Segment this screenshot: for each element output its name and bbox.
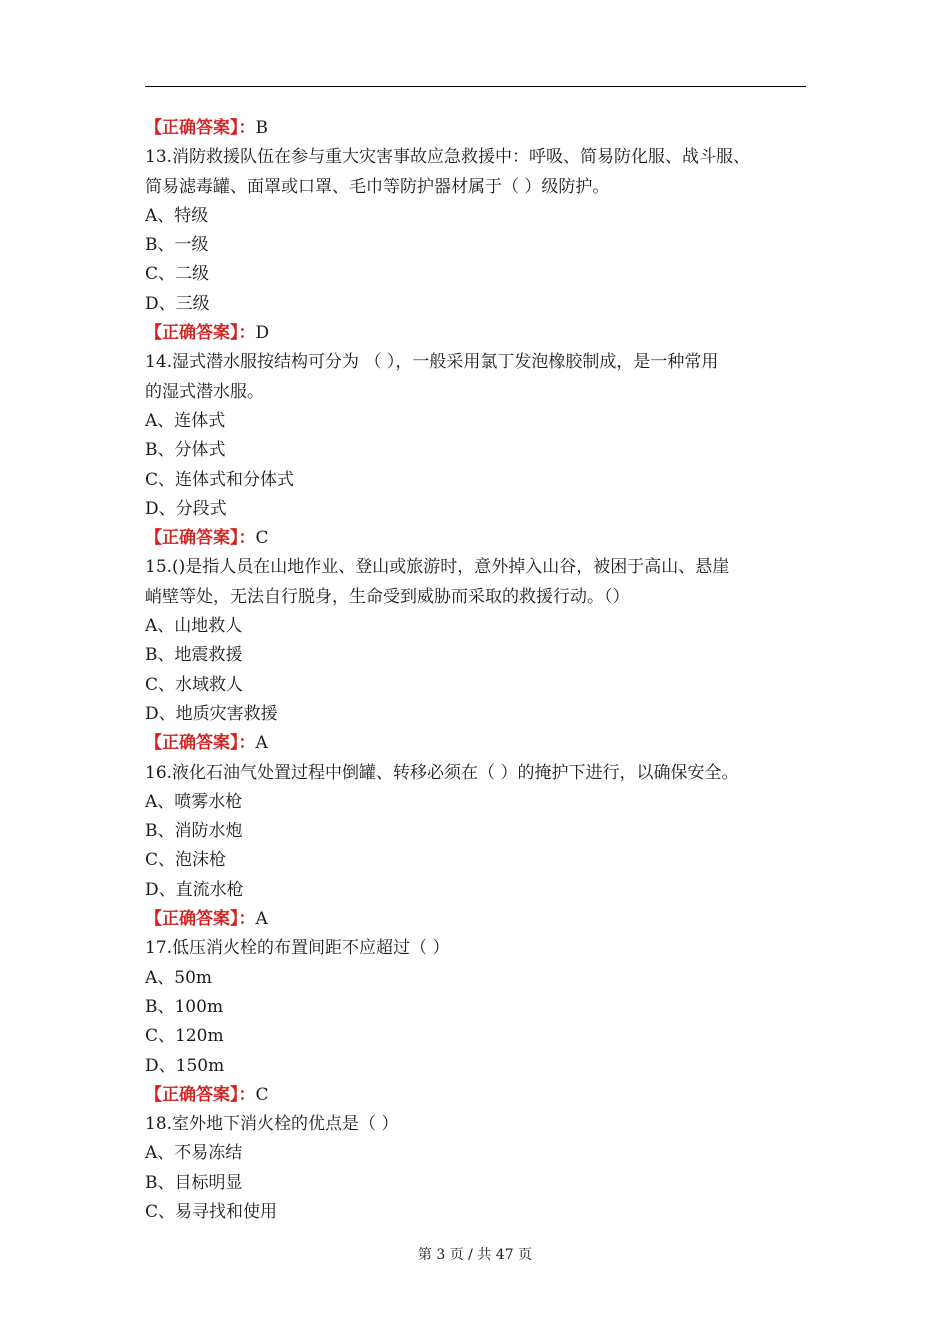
option-line: A、连体式	[145, 410, 226, 431]
option-line: A、不易冻结	[145, 1143, 243, 1164]
answer-label: 【正确答案】：	[145, 118, 256, 138]
question-text-line: 17.低压消火栓的布置间距不应超过（ ）	[145, 938, 450, 959]
option-line: A、喷雾水枪	[145, 791, 243, 812]
header-rule	[145, 86, 806, 87]
answer-label: 【正确答案】：	[145, 528, 256, 549]
answer-value: D	[255, 323, 270, 344]
question-text-line: 18.室外地下消火栓的优点是（ ）	[145, 1114, 399, 1135]
document-body	[145, 114, 817, 1227]
answer-label: 【正确答案】：	[145, 733, 256, 754]
correct-answer-line	[145, 319, 817, 348]
option-line: C、泡沫枪	[145, 850, 227, 871]
answer-value: B	[255, 118, 268, 138]
answer-value: A	[255, 909, 268, 930]
option-line: D、三级	[145, 293, 210, 314]
question-text-line: 15.()是指人员在山地作业、登山或旅游时，意外掉入山谷，被困于高山、悬崖	[145, 557, 730, 578]
option-line: D、直流水枪	[145, 879, 244, 900]
option-line: B、一级	[145, 235, 209, 256]
option-line: C、连体式和分体式	[145, 469, 295, 490]
option-line: C、易寻找和使用	[145, 1201, 278, 1222]
answer-label: 【正确答案】：	[145, 909, 256, 930]
answer-value: C	[255, 1084, 269, 1105]
page-footer: 第 3 页 / 共 47 页	[417, 1247, 533, 1263]
question-text-line: 13.消防救援队伍在参与重大灾害事故应急救援中：呼吸、简易防化服、战斗服、	[145, 147, 751, 168]
option-line: B、目标明显	[145, 1172, 243, 1193]
answer-value: C	[255, 528, 269, 549]
option-line: B、消防水炮	[145, 821, 243, 842]
option-line: A、山地救人	[145, 616, 243, 637]
option-line: B、地震救援	[145, 645, 243, 666]
correct-answer-line	[145, 114, 817, 143]
option-line: D、150m	[145, 1055, 225, 1076]
option-line: C、水域救人	[145, 674, 244, 695]
correct-answer-line	[145, 524, 817, 553]
option-line: D、分段式	[145, 498, 227, 519]
correct-answer-line	[145, 729, 817, 758]
option-line: C、120m	[145, 1026, 224, 1047]
question-text-line: 14.湿式潜水服按结构可分为 （ ），一般采用氯丁发泡橡胶制成，是一种常用	[145, 352, 719, 373]
question-text-line: 16.液化石油气处置过程中倒罐、转移必须在（ ）的掩护下进行，以确保安全。	[145, 762, 739, 783]
correct-answer-line	[145, 1081, 817, 1110]
option-line: A、特级	[145, 205, 209, 226]
question-text-line: 简易滤毒罐、面罩或口罩、毛巾等防护器材属于（ ）级防护。	[145, 176, 610, 197]
correct-answer-line	[145, 905, 817, 934]
option-line: D、地质灾害救援	[145, 703, 278, 724]
answer-label: 【正确答案】：	[145, 1084, 256, 1105]
answer-value: A	[255, 733, 268, 754]
option-line: B、分体式	[145, 440, 226, 461]
option-line: B、100m	[145, 996, 224, 1017]
answer-label: 【正确答案】：	[145, 323, 256, 344]
option-line: C、二级	[145, 264, 210, 285]
question-text-line: 峭壁等处，无法自行脱身，生命受到威胁而采取的救援行动。（）	[145, 586, 630, 607]
option-line: A、50m	[145, 967, 213, 988]
question-text-line: 的湿式潜水服。	[145, 381, 264, 402]
